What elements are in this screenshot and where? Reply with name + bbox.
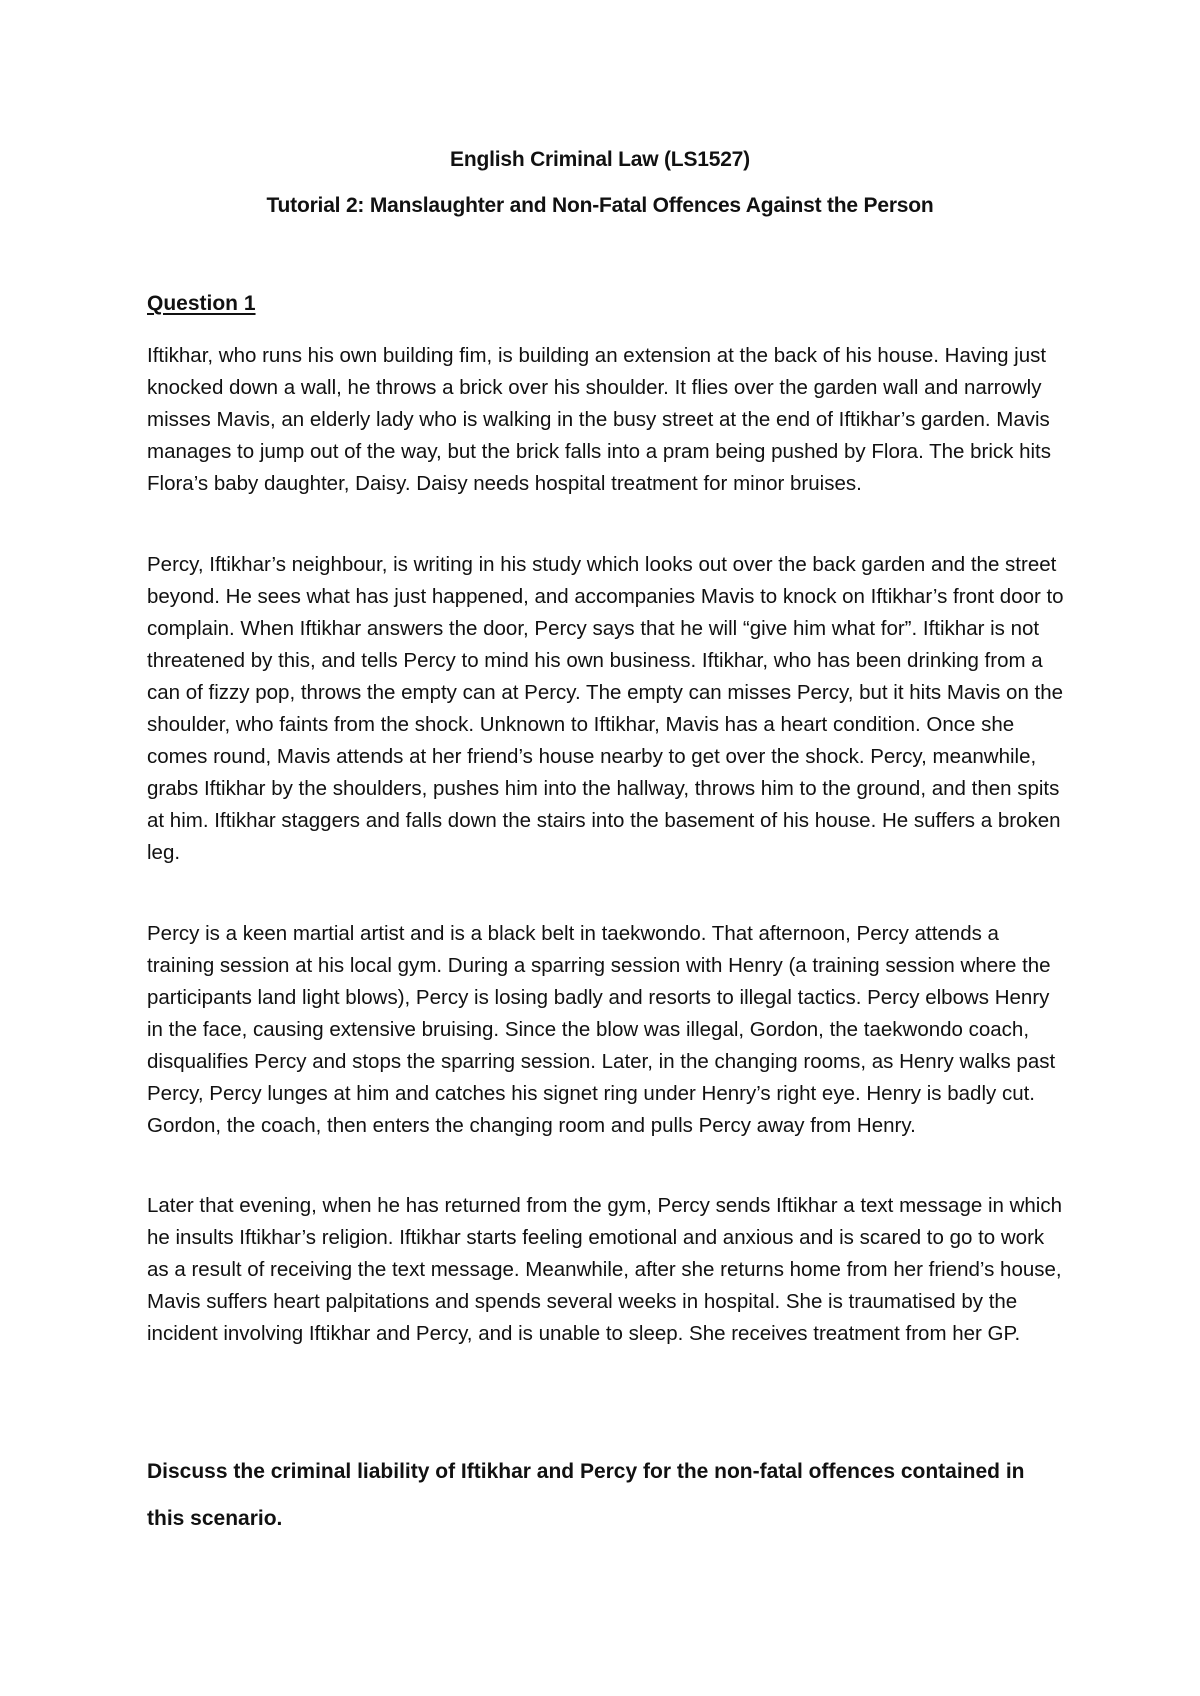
discussion-prompt: Discuss the criminal liability of Iftikhar and Percy for the non-fatal offences contained in this scenario. xyxy=(147,1460,1025,1530)
scenario-paragraph: Percy, Iftikhar’s neighbour, is writing in his study which looks out over the back garden and the street beyond. He sees what has just happened, and accompanies Mavis to knock on Iftikhar’s front door to complain. When Iftikhar answers the door, Percy says that he will “give him what for”. Iftikhar is not threatened by this, and tells Percy to mind his own business. Iftikhar, who has been drinking from a can of fizzy pop, throws the empty can at Percy. The empty can misses Percy, but it hits Mavis on the shoulder, who faints from the shock. Unknown to Iftikhar, Mavis has a heart condition. Once she comes round, Mavis attends at her friend’s house nearby to get over the shock. Percy, meanwhile, grabs Iftikhar by the shoulders, pushes him into the hallway, throws him to the ground, and then spits at him. Iftikhar staggers and falls down the stairs into the basement of his house. He suffers a broken leg. xyxy=(147,553,1064,864)
tutorial-title: Tutorial 2: Manslaughter and Non-Fatal Offences Against the Person xyxy=(266,194,934,217)
scenario-paragraph: Later that evening, when he has returned from the gym, Percy sends Iftikhar a text message in which he insults Iftikhar’s religion. Iftikhar starts feeling emotional and anxious and is scared to go to work as a result of receiving the text message. Meanwhile, after she returns home from her friend’s house, Mavis suffers heart palpitations and spends several weeks in hospital. She is traumatised by the incident involving Iftikhar and Percy, and is unable to sleep. She receives treatment from her GP. xyxy=(147,1194,1063,1345)
course-title: English Criminal Law (LS1527) xyxy=(450,148,750,171)
scenario-paragraph: Iftikhar, who runs his own building fim, is building an extension at the back of his house. Having just knocked down a wall, he throws a brick over his shoulder. It flies over the garden wall and narrowly misses Mavis, an elderly lady who is walking in the busy street at the end of Iftikhar’s garden. Mavis manages to jump out of the way, but the brick falls into a pram being pushed by Flora. The brick hits Flora’s baby daughter, Daisy. Daisy needs hospital treatment for minor bruises. xyxy=(147,344,1051,495)
question-heading: Question 1 xyxy=(147,292,256,315)
scenario-paragraph: Percy is a keen martial artist and is a black belt in taekwondo. That afternoon, Percy attends a training session at his local gym. During a sparring session with Henry (a training session where the participants land light blows), Percy is losing badly and resorts to illegal tactics. Percy elbows Henry in the face, causing extensive bruising. Since the blow was illegal, Gordon, the taekwondo coach, disqualifies Percy and stops the sparring session. Later, in the changing rooms, as Henry walks past Percy, Percy lunges at him and catches his signet ring under Henry’s right eye. Henry is badly cut. Gordon, the coach, then enters the changing room and pulls Percy away from Henry. xyxy=(147,922,1056,1137)
